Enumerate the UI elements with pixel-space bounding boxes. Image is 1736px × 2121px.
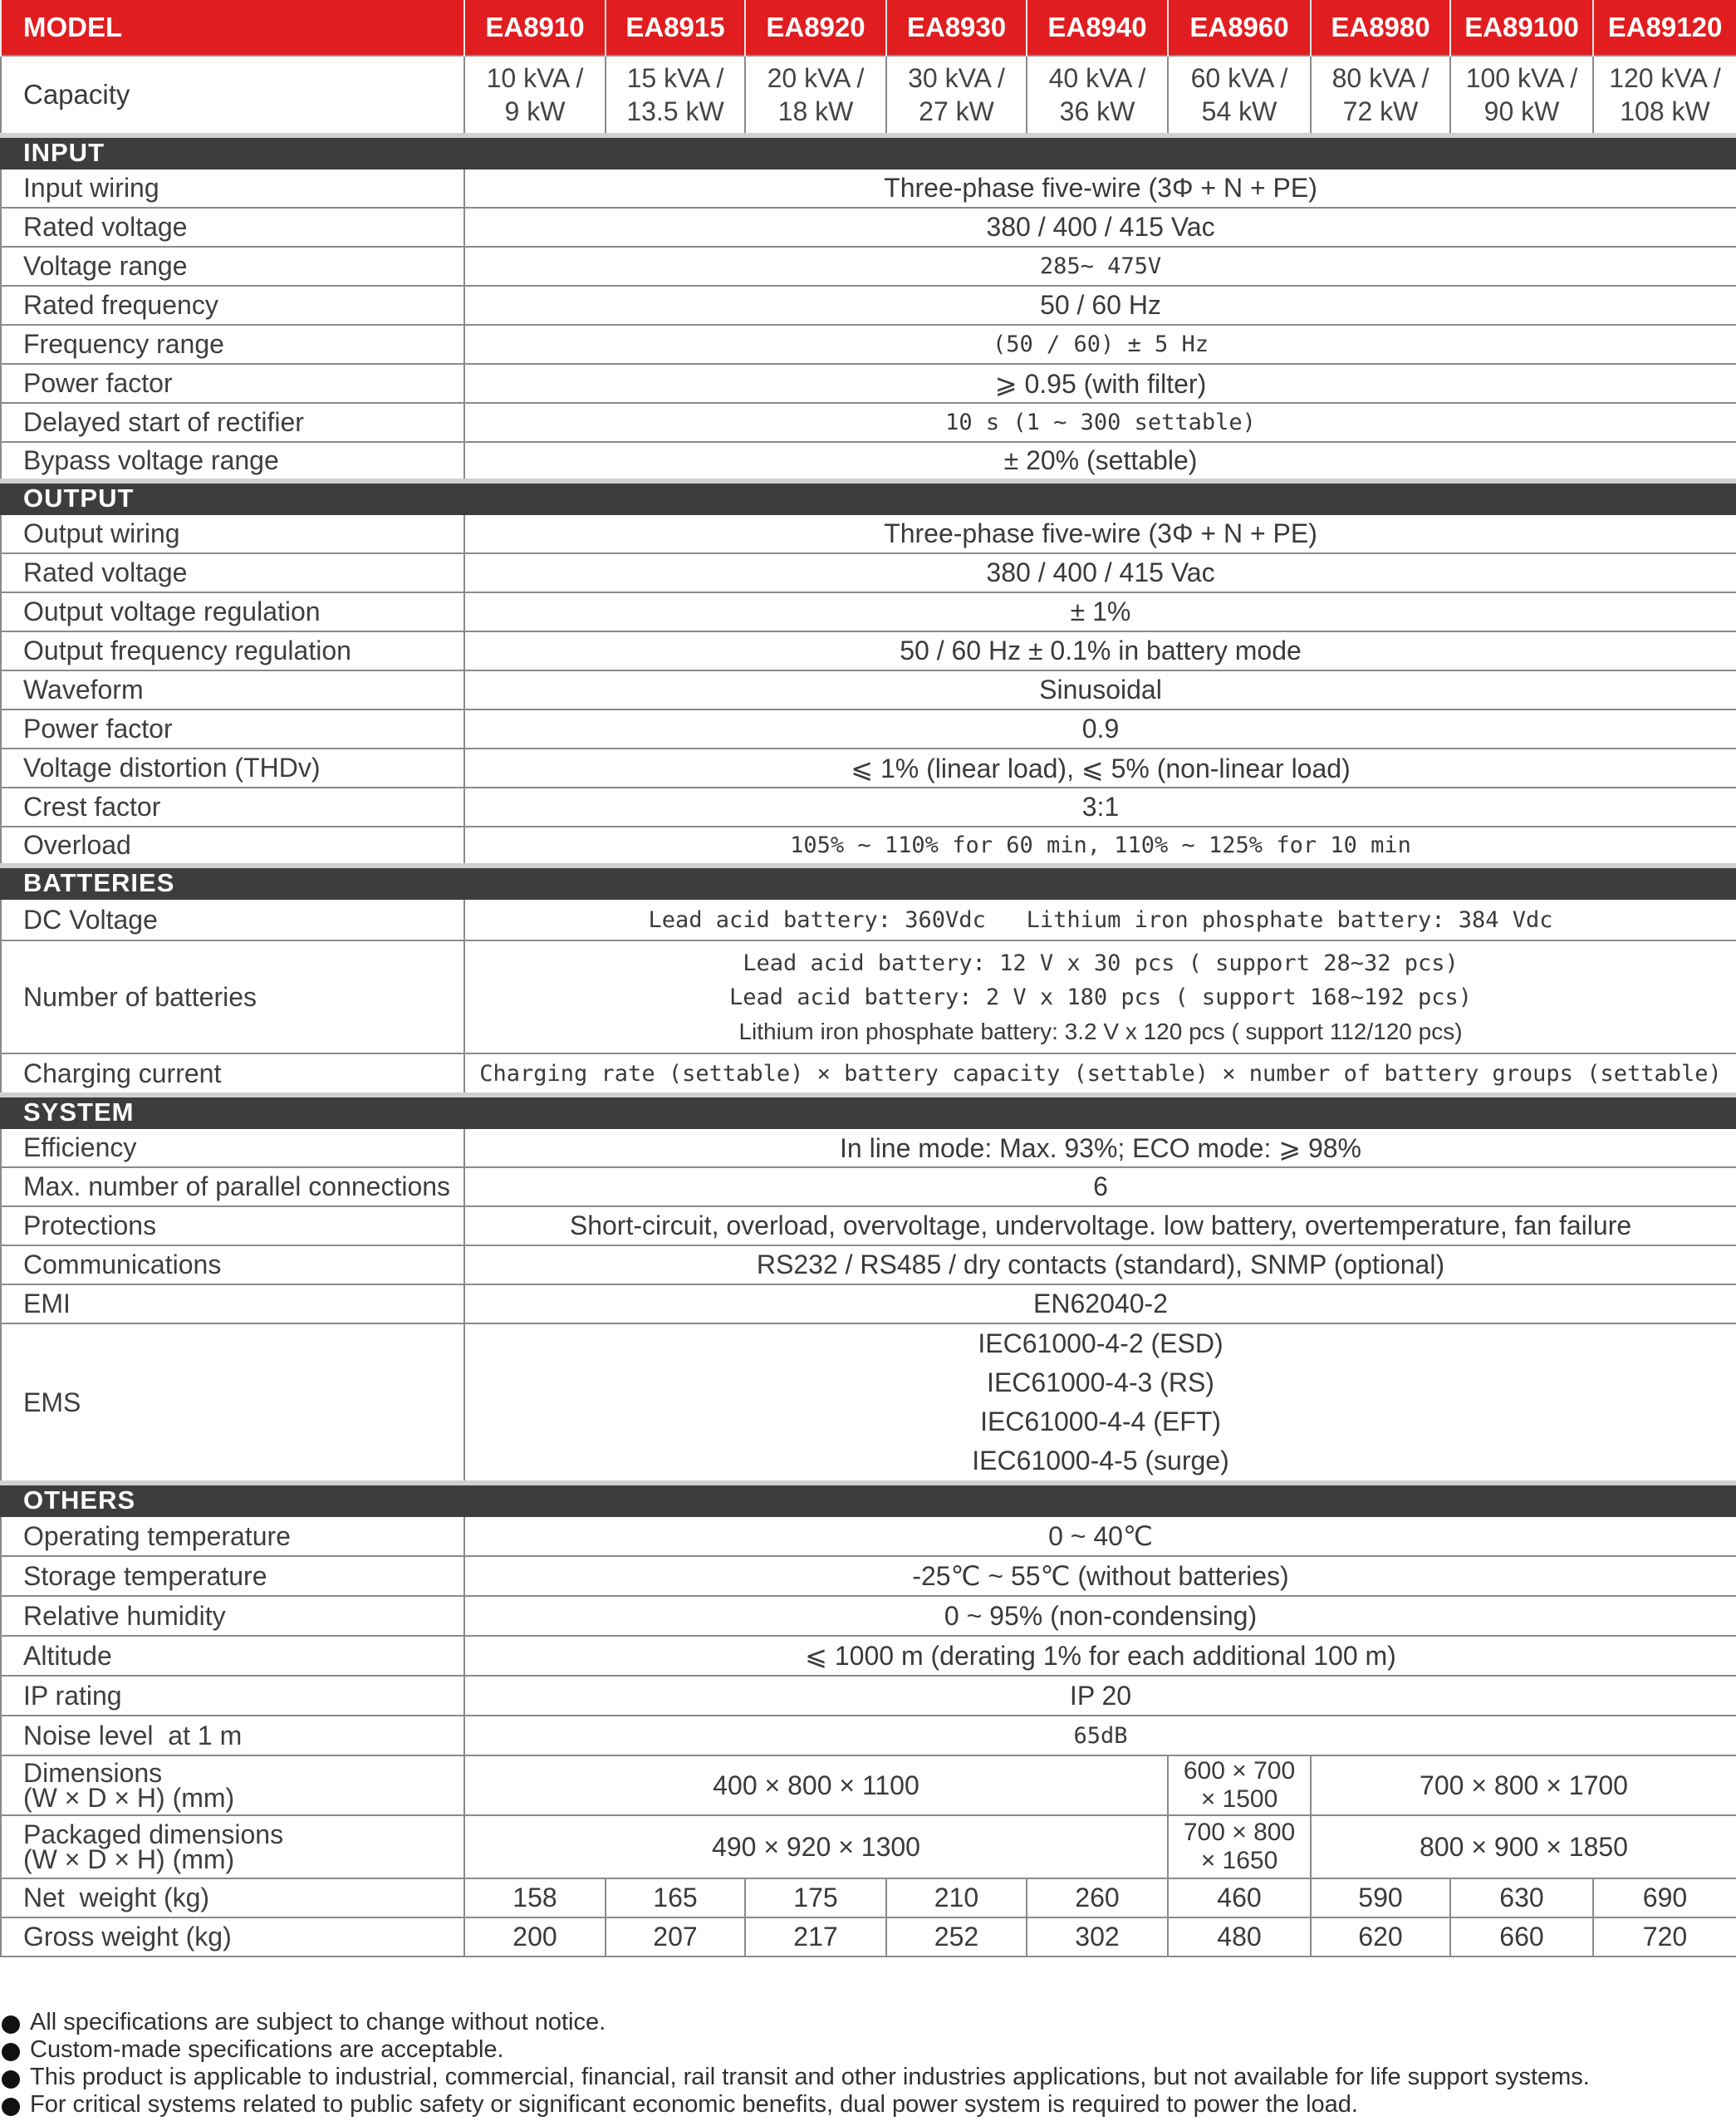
footnote: [0, 2009, 1736, 2036]
row-label: Rated voltage: [1, 553, 464, 592]
row-label: Frequency range: [1, 325, 464, 364]
spec-row: [1, 403, 1736, 442]
spec-row: [1, 1167, 1736, 1206]
spec-row: [1, 749, 1736, 788]
capacity-row: [1, 56, 1736, 135]
spec-row: [1, 1676, 1736, 1716]
model-name: EA8930: [886, 0, 1027, 56]
model-name: EA89100: [1450, 0, 1593, 56]
row-value: 380 / 400 / 415 Vac: [464, 208, 1736, 247]
model-name: EA8940: [1027, 0, 1168, 56]
section-header-batteries: [1, 866, 1736, 899]
section-title: INPUT: [1, 135, 1736, 169]
capacity-kva: 15 kVA /: [626, 63, 724, 93]
model-name: EA8960: [1168, 0, 1311, 56]
dimensions-row: [1, 1755, 1736, 1815]
capacity-kva: 120 kVA /: [1609, 63, 1721, 93]
capacity-label: Capacity: [1, 56, 464, 135]
spec-row: [1, 169, 1736, 208]
row-label: Storage temperature: [1, 1556, 464, 1596]
gross-weight-row: [1, 1917, 1736, 1957]
row-label: Communications: [1, 1245, 464, 1284]
row-label: Voltage range: [1, 247, 464, 286]
capacity-cell: [1593, 56, 1736, 135]
spec-row: [1, 247, 1736, 286]
weight-cell: 165: [606, 1878, 745, 1917]
row-value: Lead acid battery: 360Vdc Lithium iron phosphate battery: 384 Vdc: [464, 899, 1736, 940]
row-value: ⩾ 0.95 (with filter): [464, 364, 1736, 403]
spec-row: [1, 1596, 1736, 1636]
capacity-cell: [745, 56, 886, 135]
spec-row: [1, 788, 1736, 827]
section-title: OUTPUT: [1, 481, 1736, 514]
footnote-text: Custom-made specifications are acceptable.: [30, 2036, 504, 2063]
row-value: In line mode: Max. 93%; ECO mode: ⩾ 98%: [464, 1128, 1736, 1167]
row-value: 3:1: [464, 788, 1736, 827]
row-label: Net weight (kg): [1, 1878, 464, 1917]
weight-cell: 690: [1593, 1878, 1736, 1917]
section-header-system: [1, 1095, 1736, 1128]
spec-row: [1, 1128, 1736, 1167]
row-value: 65dB: [464, 1716, 1736, 1755]
footnotes: [0, 2009, 1736, 2119]
weight-cell: 460: [1168, 1878, 1311, 1917]
spec-row: [1, 1053, 1736, 1095]
dimensions-label: Dimensions: [23, 1758, 163, 1788]
row-label: Rated voltage: [1, 208, 464, 247]
weight-cell: 660: [1450, 1917, 1593, 1957]
capacity-kw: 36 kW: [1059, 96, 1135, 126]
row-label: Input wiring: [1, 169, 464, 208]
spec-row: [1, 1245, 1736, 1284]
spec-row: [1, 1516, 1736, 1556]
spec-row: [1, 670, 1736, 709]
capacity-kva: 60 kVA /: [1190, 63, 1288, 93]
weight-cell: 217: [745, 1917, 886, 1957]
model-name: EA8910: [464, 0, 606, 56]
section-title: OTHERS: [1, 1483, 1736, 1516]
row-value: 285~ 475V: [464, 247, 1736, 286]
row-value: ⩽ 1% (linear load), ⩽ 5% (non-linear load): [464, 749, 1736, 788]
model-label: MODEL: [1, 0, 464, 56]
row-label: Output voltage regulation: [1, 592, 464, 631]
capacity-kw: 54 kW: [1201, 96, 1277, 126]
weight-cell: 252: [886, 1917, 1027, 1957]
row-value: 0.9: [464, 709, 1736, 749]
row-value: 6: [464, 1167, 1736, 1206]
row-label: Operating temperature: [1, 1516, 464, 1556]
row-label: [1, 1755, 464, 1815]
row-label: Charging current: [1, 1053, 464, 1095]
row-label: Output wiring: [1, 514, 464, 553]
row-label: Power factor: [1, 364, 464, 403]
row-label: Gross weight (kg): [1, 1917, 464, 1957]
weight-cell: 158: [464, 1878, 606, 1917]
footnote: [0, 2091, 1736, 2119]
row-value: RS232 / RS485 / dry contacts (standard), SNMP (optional): [464, 1245, 1736, 1284]
section-title: BATTERIES: [1, 866, 1736, 899]
spec-row: [1, 899, 1736, 940]
capacity-cell: [606, 56, 745, 135]
dimensions-large: 700 × 800 × 1700: [1311, 1755, 1736, 1815]
dimensions-mid: [1168, 1755, 1311, 1815]
row-value: 10 s (1 ~ 300 settable): [464, 403, 1736, 442]
capacity-kw: 9 kW: [504, 96, 566, 126]
bullet-icon: [2, 2015, 20, 2034]
weight-cell: 210: [886, 1878, 1027, 1917]
row-label: Number of batteries: [1, 940, 464, 1053]
row-label: Max. number of parallel connections: [1, 1167, 464, 1206]
packaged-label: Packaged dimensions: [23, 1819, 284, 1849]
row-value: Sinusoidal: [464, 670, 1736, 709]
capacity-kw: 18 kW: [777, 96, 854, 126]
spec-row: [1, 1206, 1736, 1245]
footnote: [0, 2036, 1736, 2064]
spec-row: [1, 1716, 1736, 1755]
dimensions-small: 400 × 800 × 1100: [464, 1755, 1168, 1815]
row-label: Altitude: [1, 1636, 464, 1676]
packaged-mid-line: 700 × 800: [1183, 1819, 1296, 1846]
row-value: Charging rate (settable) × battery capacity (settable) × number of battery groups (settable): [464, 1053, 1736, 1095]
capacity-kw: 13.5 kW: [626, 96, 724, 126]
row-label: DC Voltage: [1, 899, 464, 940]
spec-row: [1, 325, 1736, 364]
row-label: Voltage distortion (THDv): [1, 749, 464, 788]
row-label: Noise level at 1 m: [1, 1716, 464, 1755]
row-label: Protections: [1, 1206, 464, 1245]
spec-row: [1, 1556, 1736, 1596]
capacity-kva: 20 kVA /: [767, 63, 865, 93]
weight-cell: 200: [464, 1917, 606, 1957]
spec-row: [1, 208, 1736, 247]
spec-row: [1, 827, 1736, 866]
row-value: 380 / 400 / 415 Vac: [464, 553, 1736, 592]
row-label: IP rating: [1, 1676, 464, 1716]
row-label: Delayed start of rectifier: [1, 403, 464, 442]
footnote-text: All specifications are subject to change without notice.: [30, 2009, 606, 2035]
capacity-kva: 30 kVA /: [908, 63, 1005, 93]
model-name: EA8915: [606, 0, 745, 56]
section-header-input: [1, 135, 1736, 169]
row-label: Relative humidity: [1, 1596, 464, 1636]
row-label: Rated frequency: [1, 286, 464, 325]
capacity-cell: [464, 56, 606, 135]
footnote-text: This product is applicable to industrial, commercial, financial, rail transit and other industries applications, but not available for life support systems.: [30, 2064, 1590, 2090]
spec-row: [1, 1284, 1736, 1323]
capacity-kva: 100 kVA /: [1465, 63, 1578, 93]
row-value: 50 / 60 Hz ± 0.1% in battery mode: [464, 631, 1736, 670]
row-value: ⩽ 1000 m (derating 1% for each additional 100 m): [464, 1636, 1736, 1676]
row-label: Crest factor: [1, 788, 464, 827]
weight-cell: 302: [1027, 1917, 1168, 1957]
row-value: 0 ~ 40℃: [464, 1516, 1736, 1556]
model-name: EA8920: [745, 0, 886, 56]
bullet-icon: [2, 2070, 20, 2089]
packaged-small: 490 × 920 × 1300: [464, 1815, 1168, 1878]
row-label: Power factor: [1, 709, 464, 749]
packaged-large: 800 × 900 × 1850: [1311, 1815, 1736, 1878]
row-label: EMS: [1, 1323, 464, 1483]
spec-row: [1, 442, 1736, 481]
spec-row: [1, 592, 1736, 631]
row-value: (50 / 60) ± 5 Hz: [464, 325, 1736, 364]
row-label: Overload: [1, 827, 464, 866]
row-label: Bypass voltage range: [1, 442, 464, 481]
weight-cell: 207: [606, 1917, 745, 1957]
spec-row: [1, 514, 1736, 553]
capacity-kw: 108 kW: [1620, 96, 1710, 126]
capacity-kva: 40 kVA /: [1048, 63, 1146, 93]
weight-cell: 620: [1311, 1917, 1450, 1957]
spec-row: [1, 286, 1736, 325]
row-label: Efficiency: [1, 1128, 464, 1167]
section-header-output: [1, 481, 1736, 514]
packaged-unit: (W × D × H) (mm): [23, 1844, 235, 1874]
row-value: [464, 940, 1736, 1053]
capacity-cell: [886, 56, 1027, 135]
capacity-kva: 80 kVA /: [1331, 63, 1430, 93]
capacity-kw: 72 kW: [1342, 96, 1419, 126]
row-value: 105% ~ 110% for 60 min, 110% ~ 125% for 10 min: [464, 827, 1736, 866]
capacity-kw: 90 kW: [1483, 96, 1560, 126]
ems-line: IEC61000-4-4 (EFT): [980, 1407, 1221, 1436]
packaged-mid-line: × 1650: [1200, 1847, 1278, 1874]
ems-line: IEC61000-4-2 (ESD): [978, 1328, 1224, 1358]
capacity-cell: [1027, 56, 1168, 135]
row-value: ± 20% (settable): [464, 442, 1736, 481]
packaged-dimensions-row: [1, 1815, 1736, 1878]
spec-row: [1, 364, 1736, 403]
weight-cell: 590: [1311, 1878, 1450, 1917]
spec-row: [1, 553, 1736, 592]
footnote-text: For critical systems related to public safety or significant economic benefits, dual power system is required to power the load.: [30, 2091, 1358, 2118]
row-value: 50 / 60 Hz: [464, 286, 1736, 325]
row-value: IP 20: [464, 1676, 1736, 1716]
ems-line: IEC61000-4-5 (surge): [972, 1446, 1229, 1475]
capacity-cell: [1311, 56, 1450, 135]
spec-row: [1, 940, 1736, 1053]
row-value: -25℃ ~ 55℃ (without batteries): [464, 1556, 1736, 1596]
row-label: EMI: [1, 1284, 464, 1323]
section-title: SYSTEM: [1, 1095, 1736, 1128]
weight-cell: 480: [1168, 1917, 1311, 1957]
row-value: [464, 1323, 1736, 1483]
battery-line: Lead acid battery: 12 V x 30 pcs ( support 28~32 pcs): [743, 950, 1459, 976]
spec-row: [1, 709, 1736, 749]
weight-cell: 175: [745, 1878, 886, 1917]
row-label: Output frequency regulation: [1, 631, 464, 670]
ems-line: IEC61000-4-3 (RS): [987, 1367, 1214, 1397]
spec-row: [1, 631, 1736, 670]
row-label: Waveform: [1, 670, 464, 709]
packaged-mid: [1168, 1815, 1311, 1878]
capacity-cell: [1450, 56, 1593, 135]
battery-line: Lithium iron phosphate battery: 3.2 V x 120 pcs ( support 112/120 pcs): [738, 1018, 1463, 1044]
spec-row: [1, 1636, 1736, 1676]
capacity-kva: 10 kVA /: [486, 63, 584, 93]
row-value: ± 1%: [464, 592, 1736, 631]
row-value: Short-circuit, overload, overvoltage, undervoltage. low battery, overtemperature, fan failure: [464, 1206, 1736, 1245]
model-name: EA89120: [1593, 0, 1736, 56]
model-header-row: [1, 0, 1736, 56]
bullet-icon: [2, 2098, 20, 2116]
spec-row: [1, 1323, 1736, 1483]
weight-cell: 720: [1593, 1917, 1736, 1957]
model-name: EA8980: [1311, 0, 1450, 56]
row-value: Three-phase five-wire (3Φ + N + PE): [464, 514, 1736, 553]
capacity-cell: [1168, 56, 1311, 135]
capacity-kw: 27 kW: [919, 96, 994, 126]
dimensions-mid-line: × 1500: [1200, 1785, 1278, 1813]
bullet-icon: [2, 2043, 20, 2061]
net-weight-row: [1, 1878, 1736, 1917]
battery-line: Lead acid battery: 2 V x 180 pcs ( support 168~192 pcs): [728, 984, 1473, 1010]
weight-cell: 630: [1450, 1878, 1593, 1917]
dimensions-unit: (W × D × H) (mm): [23, 1783, 235, 1813]
footnote: [0, 2064, 1736, 2091]
row-label: [1, 1815, 464, 1878]
row-value: 0 ~ 95% (non-condensing): [464, 1596, 1736, 1636]
section-header-others: [1, 1483, 1736, 1516]
weight-cell: 260: [1027, 1878, 1168, 1917]
dimensions-mid-line: 600 × 700: [1183, 1757, 1296, 1785]
row-value: EN62040-2: [464, 1284, 1736, 1323]
row-value: Three-phase five-wire (3Φ + N + PE): [464, 169, 1736, 208]
